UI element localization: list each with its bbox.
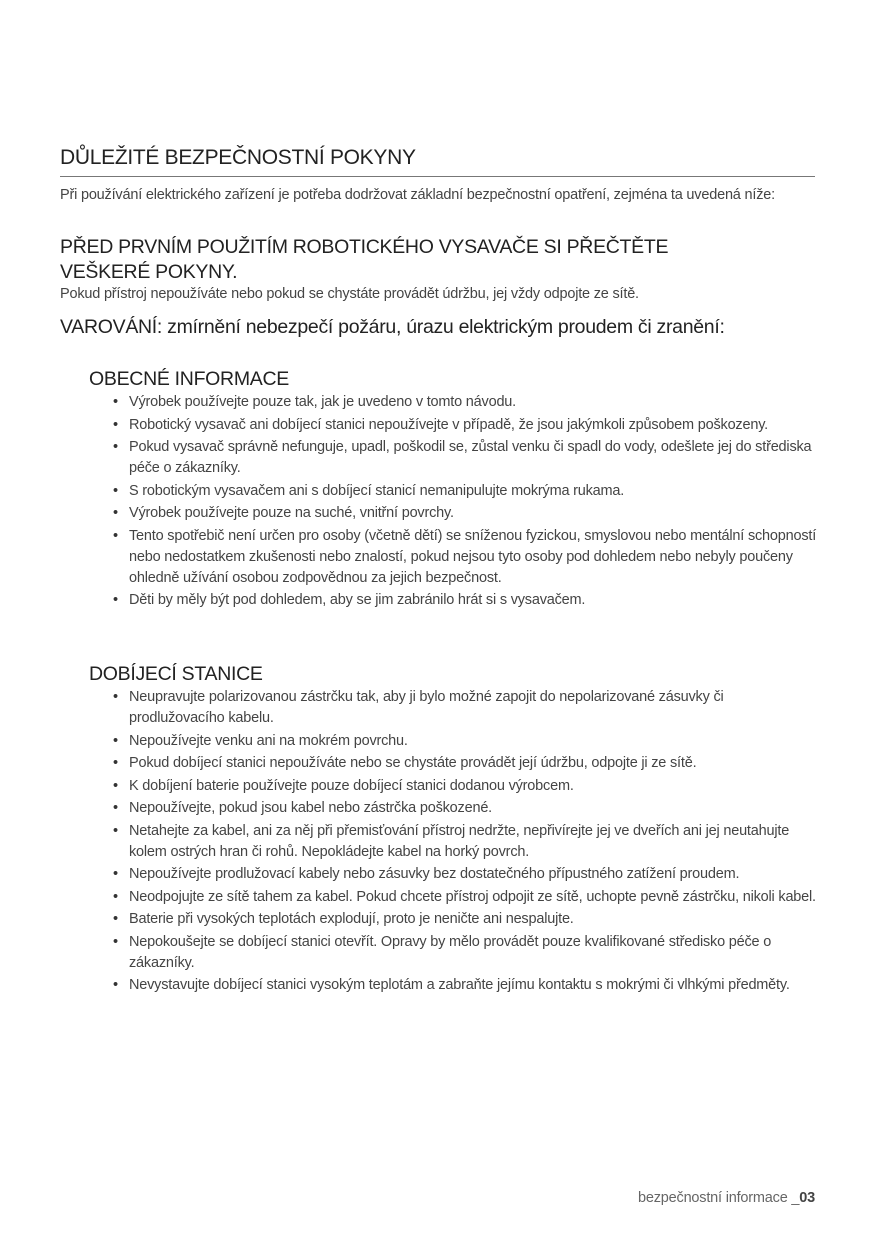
list-item: • Nevystavujte dobíjecí stanici vysokým teplotám a zabraňte jejímu kontaktu s mokrými či vlhkými předměty. [89, 975, 819, 996]
list-item: • Výrobek používejte pouze tak, jak je uvedeno v tomto návodu. [89, 392, 819, 413]
page-footer [638, 1190, 815, 1206]
footer-section-label: bezpečnostní informace _ [638, 1190, 800, 1206]
list-item: • Pokud vysavač správně nefunguje, upadl, poškodil se, zůstal venku či spadl do vody, odešlete jej do střediska péče o zákazníky. [89, 437, 819, 479]
list-item: • Pokud dobíjecí stanici nepoužíváte nebo se chystáte provádět její údržbu, odpojte ji ze sítě. [89, 753, 819, 774]
list-item: • Tento spotřebič není určen pro osoby (včetně dětí) se sníženou fyzickou, smyslovou nebo mentální schopností nebo nedostatkem zkušenosti nebo znalostí, pokud nejsou tyto osoby pod dohledem nebo nebyly poučeny ohledně užívání osobou zodpovědnou za jejich bezpečnost. [89, 526, 819, 589]
list-item: • Netahejte za kabel, ani za něj při přemisťování přístroj nedržte, nepřivírejte jej ve dveřích ani jej neutahujte kolem ostrých hran či rohů. Nepokládejte kabel na horký povrch. [89, 821, 819, 863]
read-instructions-heading: PŘED PRVNÍM POUŽITÍM ROBOTICKÉHO VYSAVAČE SI PŘEČTĚTE VEŠKERÉ POKYNY. [60, 236, 669, 283]
list-item: • Nepoužívejte prodlužovací kabely nebo zásuvky bez dostatečného přípustného zatížení proudem. [89, 864, 819, 885]
list-item: • Baterie při vysokých teplotách explodují, proto je neničte ani nespalujte. [89, 909, 819, 930]
bullet-list [89, 687, 819, 996]
list-item: • Neodpojujte ze sítě tahem za kabel. Pokud chcete přístroj odpojit ze sítě, uchopte pevně zástrčku, nikoli kabel. [89, 887, 819, 908]
title-divider [60, 176, 815, 177]
read-instructions-note: Pokud přístroj nepoužíváte nebo pokud se chystáte provádět údržbu, jej vždy odpojte ze sítě. [60, 286, 639, 302]
list-item: • Robotický vysavač ani dobíjecí stanici nepoužívejte v případě, že jsou jakýmkoli způsobem poškozeny. [89, 415, 819, 436]
section-heading: DOBÍJECÍ STANICE [89, 663, 263, 685]
list-item: • Nepoužívejte venku ani na mokrém povrchu. [89, 731, 819, 752]
list-item: • Nepokoušejte se dobíjecí stanici otevřít. Opravy by mělo provádět pouze kvalifikované středisko péče o zákazníky. [89, 932, 819, 974]
section-heading: OBECNÉ INFORMACE [89, 368, 289, 390]
section-general [89, 368, 819, 613]
list-item: • Výrobek používejte pouze na suché, vnitřní povrchy. [89, 503, 819, 524]
list-item: • S robotickým vysavačem ani s dobíjecí stanicí nemanipulujte mokrýma rukama. [89, 481, 819, 502]
bullet-list [89, 392, 819, 611]
page-title: DŮLEŽITÉ BEZPEČNOSTNÍ POKYNY [60, 146, 416, 169]
list-item: • Děti by měly být pod dohledem, aby se jim zabránilo hrát si s vysavačem. [89, 590, 819, 611]
intro-paragraph: Při používání elektrického zařízení je potřeba dodržovat základní bezpečnostní opatření, zejména ta uvedená níže: [60, 187, 775, 203]
list-item: • Nepoužívejte, pokud jsou kabel nebo zástrčka poškozené. [89, 798, 819, 819]
warning-heading: VAROVÁNÍ: zmírnění nebezpečí požáru, úrazu elektrickým proudem či zranění: [60, 316, 725, 338]
page-number: 03 [799, 1190, 815, 1206]
list-item: • K dobíjení baterie používejte pouze dobíjecí stanici dodanou výrobcem. [89, 776, 819, 797]
section-charging-station [89, 663, 819, 998]
list-item: • Neupravujte polarizovanou zástrčku tak, aby ji bylo možné zapojit do nepolarizované zásuvky či prodlužovacího kabelu. [89, 687, 819, 729]
